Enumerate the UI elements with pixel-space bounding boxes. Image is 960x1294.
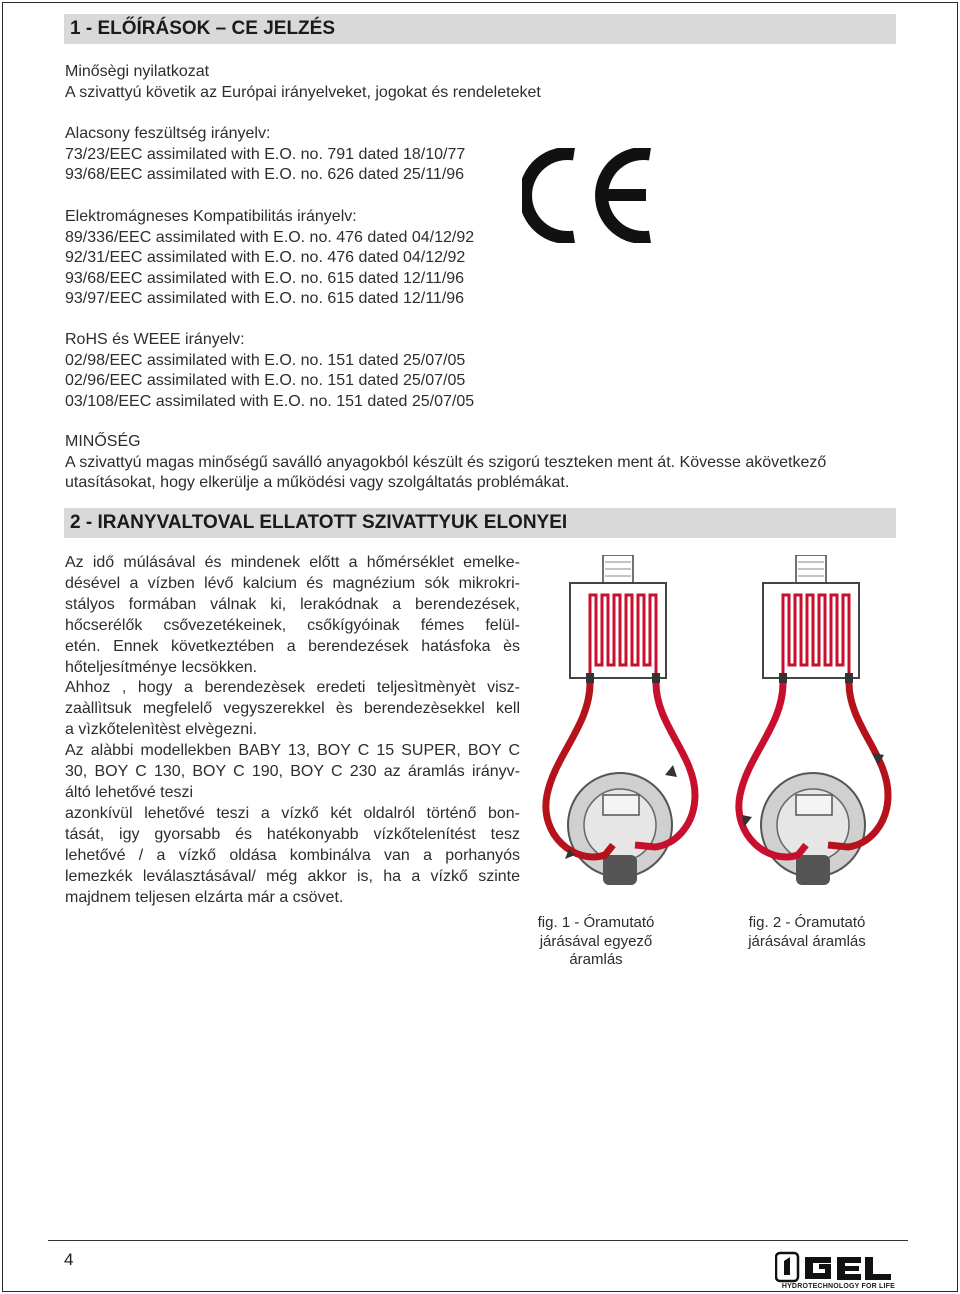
body-line: tását, igy gyorsabb és hatékonyabb vízkőtelenítést tesz: [65, 825, 520, 843]
body-line: lehetővé / a vízkő oldása kombinálva van a porhanyós: [65, 846, 520, 864]
declaration-intro: [65, 62, 541, 103]
figure-2-diagram: [728, 555, 904, 895]
body-line: a vìzkőtelenìtèst elvègezni.: [65, 721, 258, 739]
body-line: Az alàbbi modellekben BABY 13, BOY C 15 SUPER, BOY C: [65, 742, 520, 760]
directive-line: 73/23/EEC assimilated with E.O. no. 791 dated 18/10/77: [65, 145, 466, 163]
body-line: majdnem teljesen elzárta már a csövet.: [65, 888, 344, 906]
directive-line: 02/98/EEC assimilated with E.O. no. 151 dated 25/07/05: [65, 351, 466, 369]
caption-line: fig. 1 - Óramutató: [537, 914, 655, 931]
ce-mark-icon: [522, 148, 654, 243]
quality-title: MINŐSÉG: [65, 433, 141, 450]
directive-line: 93/97/EEC assimilated with E.O. no. 615 dated 12/11/96: [65, 290, 465, 308]
directive-line: RoHS és WEEE irányelv:: [65, 331, 245, 348]
body-line: lemezkék leválasztásával/ még akkor is, ha a vízkő szinte: [65, 867, 520, 885]
logo-tagline: HYDROTECHNOLOGY FOR LIFE: [781, 1283, 895, 1290]
body-line: Az idő múlásával és mindenek előtt a hőmérséklet emelke-: [65, 554, 520, 571]
page-number: 4: [64, 1250, 74, 1269]
low-voltage-directive: [65, 124, 465, 186]
figure-1-diagram: [535, 555, 711, 895]
body-line: 30, BOY C 130, BOY C 190, BOY C 230 az áramlás irányv-: [65, 763, 520, 781]
emc-directive: [65, 207, 474, 310]
section-2-body: [65, 553, 520, 908]
directive-line: 92/31/EEC assimilated with E.O. no. 476 dated 04/12/92: [65, 249, 466, 267]
quality-block: [65, 432, 826, 494]
caption-line: járásával egyező: [539, 932, 653, 950]
figure-2-caption: [737, 914, 877, 951]
body-line: áltó lehetővé teszi: [65, 783, 194, 801]
caption-line: fig. 2 - Óramutató: [748, 914, 866, 931]
directive-line: Alacsony feszültség irányelv:: [65, 125, 271, 142]
rohs-directive: [65, 330, 474, 412]
body-line: azonkívül lehetővé teszi a vízkő két oldalról történő bon-: [65, 804, 520, 822]
body-line: hőteljesítménye lecsökken.: [65, 658, 258, 676]
body-line: stályos formában válnak ki, lerakódnak a berendezések,: [65, 595, 520, 613]
intro-line: Minősègi nyilatkozat: [65, 63, 210, 80]
directive-line: 02/96/EEC assimilated with E.O. no. 151 dated 25/07/05: [65, 372, 466, 390]
quality-line: A szivattyú magas minőségű saválló anyagokból készült és szigorú teszteken ment át. Kövesse akövetkező: [65, 453, 827, 471]
body-line: Ahhoz , hogy a berendezèsek eredeti teljesìtmènyèt visz-: [65, 679, 520, 697]
quality-line: utasításokat, hogy elkerülje a működési vagy szolgáltatás problémákat.: [65, 474, 570, 492]
body-line: zaàllìtsuk megfelelő vegyszerekkel ès berendezèsekkel kell: [65, 700, 520, 718]
body-line: etén. Ennek következtében a berendezések hatásfoka ès: [65, 637, 520, 655]
figure-1-caption: [526, 914, 666, 970]
section-1-title: 1 - ELŐÍRÁSOK – CE JELZÉS: [64, 14, 896, 44]
directive-line: Elektromágneses Kompatibilitás irányelv:: [65, 208, 357, 225]
directive-line: 93/68/EEC assimilated with E.O. no. 615 dated 12/11/96: [65, 269, 465, 287]
footer-divider: [48, 1240, 908, 1241]
directive-line: 93/68/EEC assimilated with E.O. no. 626 dated 25/11/96: [65, 166, 465, 184]
directive-line: 03/108/EEC assimilated with E.O. no. 151 dated 25/07/05: [65, 392, 475, 410]
section-2-title: 2 - IRANYVALTOVAL ELLATOTT SZIVATTYUK ELONYEI: [64, 508, 896, 538]
caption-line: járásával áramlás: [748, 932, 866, 950]
intro-line: A szivattyú követik az Európai irányelveket, jogokat és rendeleteket: [65, 83, 541, 101]
caption-line: áramlás: [569, 951, 623, 968]
body-line: désével a vízben lévő kalcium és magnézium sók mikrokri-: [65, 574, 520, 592]
body-line: hőcserélők csővezetékeinek, csőkígyóinak fémes felül-: [65, 616, 520, 634]
directive-line: 89/336/EEC assimilated with E.O. no. 476 dated 04/12/92: [65, 228, 475, 246]
